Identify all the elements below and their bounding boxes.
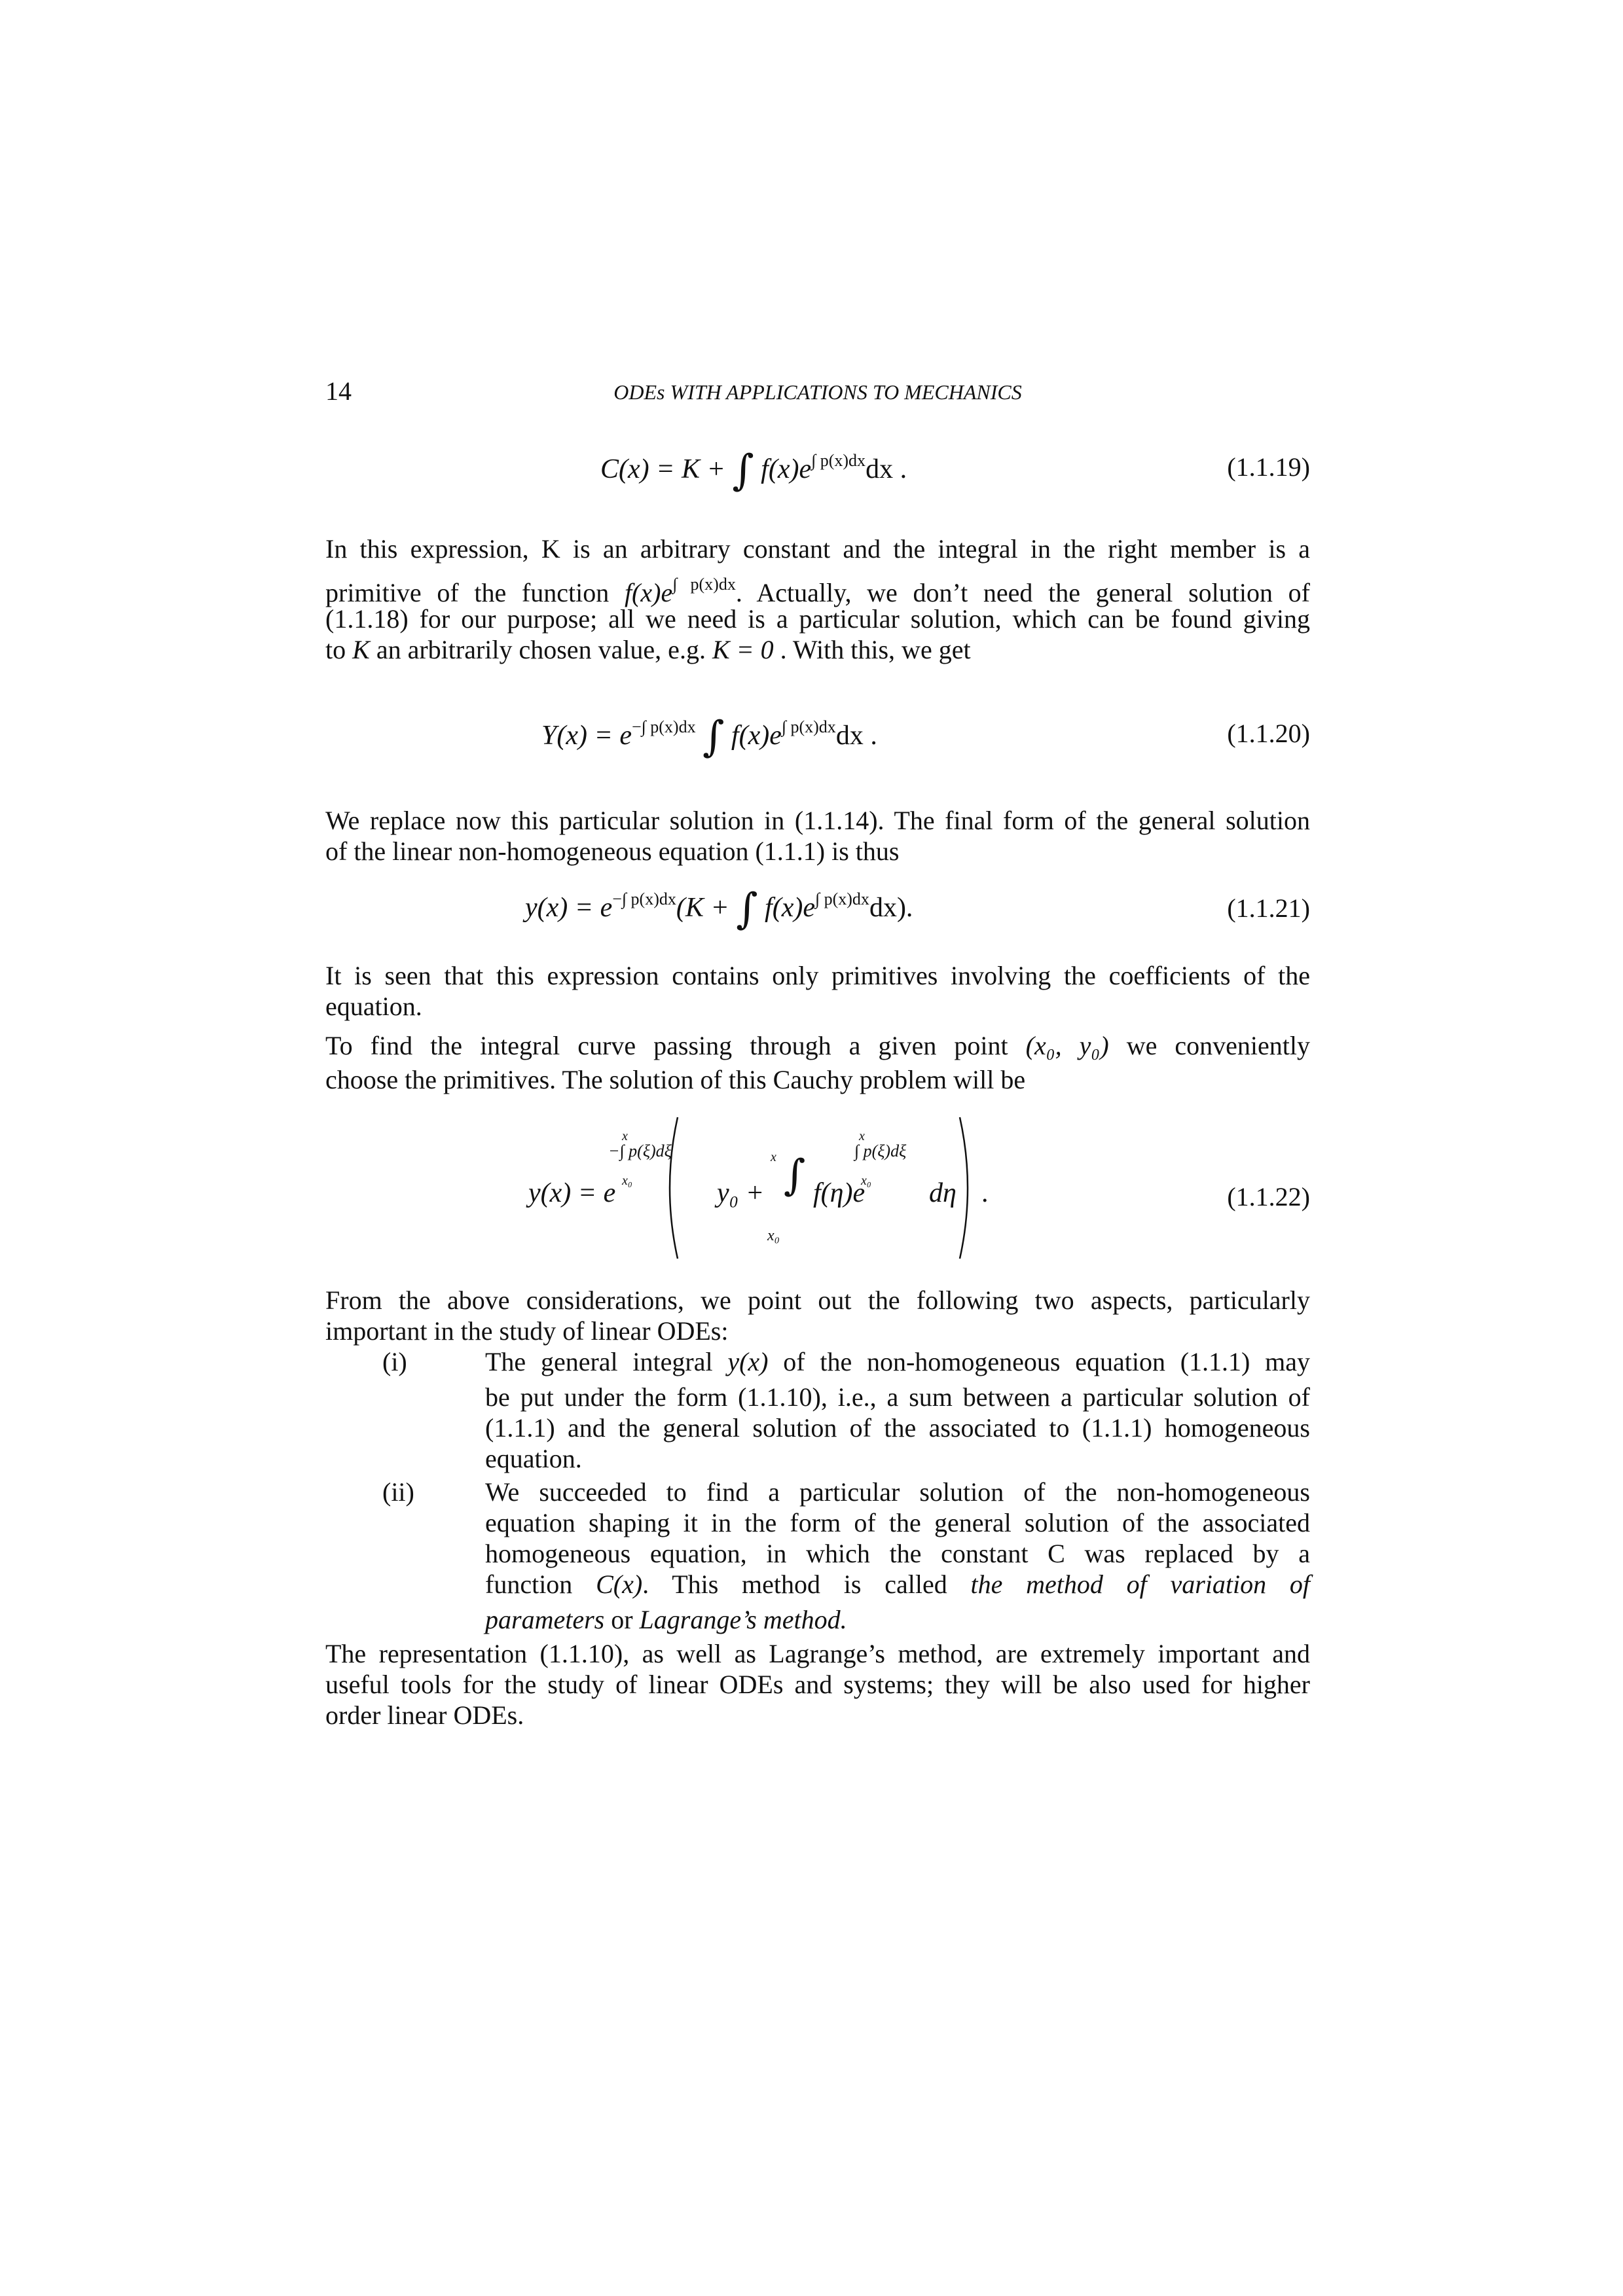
paragraph-3 — [325, 960, 1310, 1022]
eq-dx: dx . — [835, 721, 877, 751]
inline-math: (x₀, y₀) — [1025, 1031, 1109, 1060]
integral-sign: ∫ — [736, 885, 758, 933]
eq-exponent: ∫ p(x)dx — [781, 717, 836, 736]
paragraph-4 — [325, 1028, 1310, 1095]
list-item-body — [485, 1477, 1310, 1635]
eq-dx: dx . — [866, 454, 907, 484]
text: . Actually, we don’t need the general solution of — [735, 578, 1310, 607]
paragraph-line: In this expression, K is an arbitrary constant and the integral in the right member is a — [325, 534, 1310, 564]
int-lower-limit: x₀ — [767, 1227, 780, 1244]
equation-1-1-20 — [325, 704, 1310, 762]
eq-period: . — [981, 1178, 989, 1208]
inline-math: K — [352, 635, 370, 664]
paragraph-line: We replace now this particular solution in (1.1.14). The final form of the general solution — [325, 806, 1310, 835]
text: To find the integral curve passing through a given point — [325, 1031, 1008, 1060]
exp-lower-limit: x₀ — [861, 1174, 871, 1188]
eq-exponent: ∫ p(x)dx — [811, 451, 866, 470]
text: we conveniently — [1126, 1031, 1311, 1060]
equation-body — [541, 711, 877, 761]
text: primitive of the function — [325, 578, 610, 607]
eq-deta: dη — [929, 1178, 957, 1208]
exp-upper-limit: x — [622, 1129, 628, 1143]
paragraph-line: (1.1.18) for our purpose; all we need is a particular solution, which can be found giving — [325, 604, 1310, 634]
inline-math: K = 0 — [712, 635, 774, 664]
eq-integrand: f(x)e — [731, 721, 782, 751]
eq-lhs: y(x) = e — [528, 1178, 616, 1208]
list-line — [485, 1569, 1310, 1604]
paragraph-line — [325, 634, 1310, 665]
paragraph-2 — [325, 805, 1310, 867]
eq-exponent: −∫ p(x)dx — [612, 889, 676, 908]
paragraph-line: From the above considerations, we point out the following two aspects, particularly — [325, 1285, 1310, 1315]
text: . With this, we get — [780, 635, 971, 664]
eq-open: (K + — [676, 893, 729, 923]
paragraph-line: equation. — [325, 992, 422, 1021]
equation-number: (1.1.19) — [1227, 452, 1310, 482]
emphasis: the method of variation of — [970, 1570, 1311, 1599]
text: of the non-homogeneous equation (1.1.1) may — [783, 1347, 1311, 1376]
list-line: (1.1.1) and the general solution of the associated to (1.1.1) homogeneous — [485, 1413, 1310, 1443]
inline-math: C(x) — [596, 1570, 643, 1599]
list-marker: (ii) — [382, 1477, 414, 1507]
list-line — [485, 1346, 1310, 1382]
paragraph-line: useful tools for the study of linear ODEs and systems; they will be also used for higher — [325, 1670, 1310, 1699]
eq-exponent: ∫ p(ξ)dξ — [854, 1141, 907, 1160]
running-title: ODEs WITH APPLICATIONS TO MECHANICS — [613, 380, 1022, 404]
eq-close: dx). — [869, 893, 913, 923]
paragraph-5 — [325, 1285, 1310, 1346]
eq-integrand: f(x)e — [761, 454, 812, 484]
eq-exponent: ∫ p(x)dx — [814, 889, 869, 908]
inline-exponent: ∫ p(x)dx — [672, 575, 736, 594]
exp-lower-limit: x₀ — [622, 1174, 632, 1188]
equation-1-1-22 — [325, 1116, 1310, 1266]
inline-math: f(x)e — [624, 578, 673, 607]
left-paren — [661, 1116, 680, 1260]
text: homogeneous equation, in which the constant C was replaced by a — [485, 1539, 1310, 1568]
eq-lhs: C(x) = K + — [600, 454, 725, 484]
equation-body — [600, 445, 907, 495]
eq-exponent: −∫ p(ξ)dξ — [608, 1141, 672, 1160]
right-paren — [957, 1116, 977, 1260]
text: function — [485, 1570, 573, 1599]
eq-y0: y₀ + — [717, 1178, 765, 1208]
equation-number: (1.1.21) — [1227, 893, 1310, 923]
text: an arbitrarily chosen value, e.g. — [376, 635, 706, 664]
page-number: 14 — [325, 376, 352, 406]
paragraph-line — [325, 564, 1310, 607]
equation-body — [525, 884, 913, 933]
text: The general integral — [485, 1347, 713, 1376]
list-line: be put under the form (1.1.10), i.e., a sum between a particular solution of — [485, 1382, 1310, 1412]
paragraph-line: The representation (1.1.10), as well as Lagrange’s method, are extremely important and — [325, 1639, 1310, 1668]
text: to — [325, 635, 346, 664]
paragraph-1 — [325, 533, 1310, 665]
equation-number: (1.1.22) — [1227, 1182, 1310, 1211]
paragraph-6 — [325, 1638, 1310, 1731]
equation-1-1-21 — [325, 877, 1310, 936]
equation-number: (1.1.20) — [1227, 719, 1310, 748]
list-line: equation shaping it in the form of the general solution of the associated — [485, 1508, 1310, 1537]
inline-math: y(x) — [727, 1347, 769, 1376]
eq-exponent: −∫ p(x)dx — [631, 717, 696, 736]
paragraph-line: of the linear non-homogeneous equation (1.1.1) is thus — [325, 836, 900, 866]
eq-lhs: y(x) = e — [525, 893, 613, 923]
list-line: equation. — [485, 1444, 582, 1473]
paragraph-line: important in the study of linear ODEs: — [325, 1316, 729, 1346]
emphasis: parameters — [485, 1605, 605, 1634]
paragraph-line: It is seen that this expression contains only primitives involving the coefficients of the — [325, 961, 1310, 990]
list-line — [485, 1604, 1310, 1635]
integral-sign: ∫ — [784, 1151, 806, 1200]
integral-sign: ∫ — [732, 446, 754, 495]
list-marker: (i) — [382, 1347, 407, 1376]
eq-integrand: f(η)e — [813, 1178, 866, 1208]
emphasis: Lagrange’s method. — [639, 1605, 847, 1634]
text: or — [611, 1605, 633, 1634]
int-upper-limit: x — [771, 1150, 776, 1164]
equation-1-1-19 — [325, 440, 1310, 495]
integral-sign: ∫ — [702, 713, 725, 761]
text: . This method is called — [642, 1570, 947, 1599]
paragraph-line: order linear ODEs. — [325, 1700, 524, 1730]
list-item-body — [485, 1346, 1310, 1474]
exp-upper-limit: x — [859, 1129, 865, 1143]
paragraph-line: choose the primitives. The solution of this Cauchy problem will be — [325, 1065, 1026, 1094]
paragraph-line — [325, 1028, 1310, 1064]
eq-lhs: Y(x) = e — [541, 721, 632, 751]
page-header — [325, 376, 1310, 410]
list-line — [485, 1538, 1310, 1569]
eq-integrand: f(x)e — [765, 893, 815, 923]
list-line: We succeeded to find a particular solution of the non-homogeneous — [485, 1477, 1310, 1507]
